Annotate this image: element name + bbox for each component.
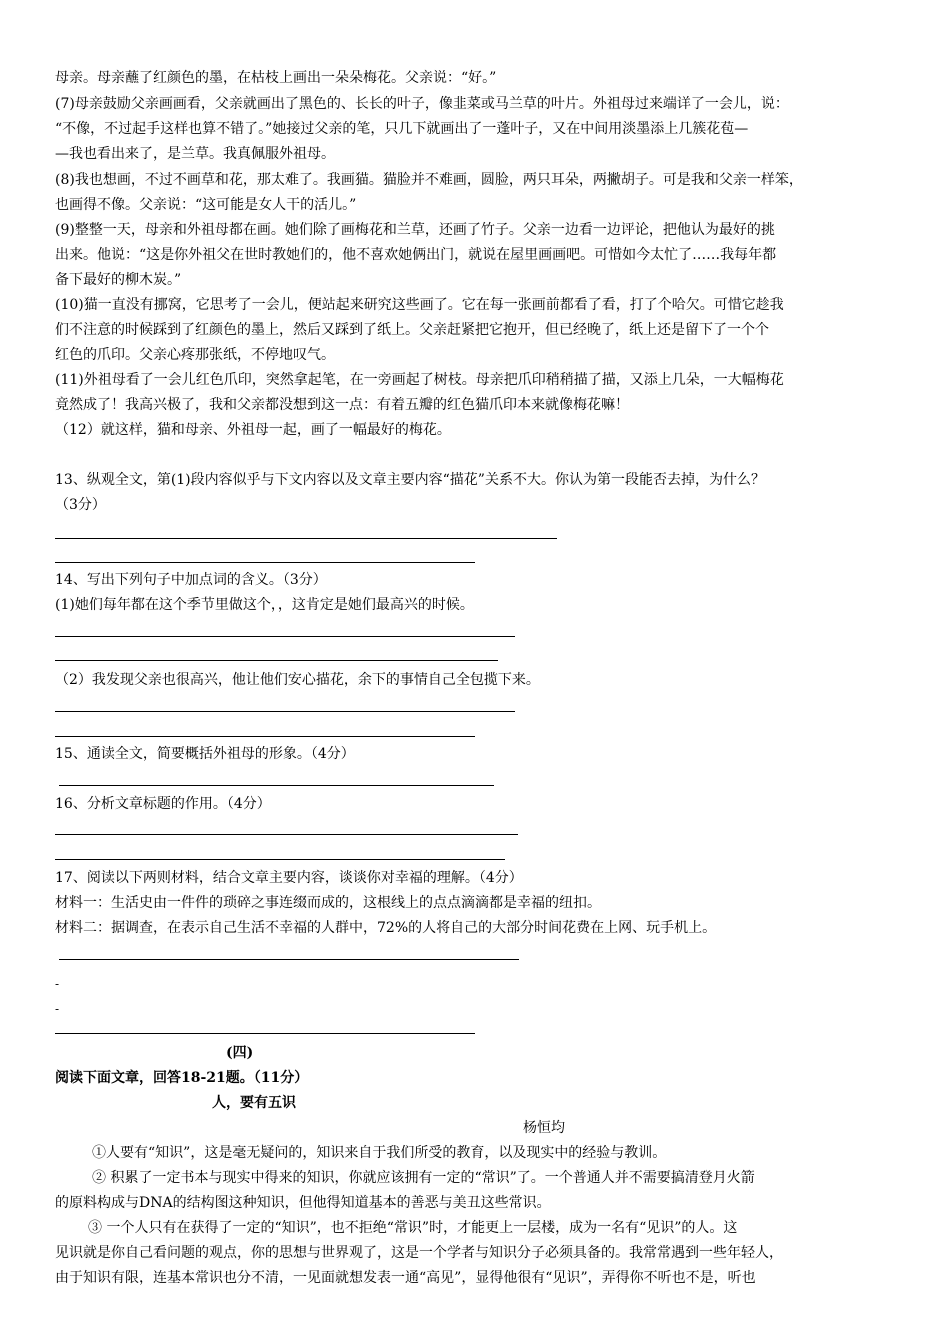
answer-line-14-1a[interactable] xyxy=(55,636,515,637)
answer-line-14-1b[interactable] xyxy=(55,660,498,661)
story-paragraph-11-line: 竟然成了！我高兴极了，我和父亲都没想到这一点：有着五瓣的红色猫爪印本来就像梅花嘛！ xyxy=(55,397,629,413)
answer-line-17a[interactable] xyxy=(59,959,519,960)
article-paragraph-3-line: 见识就是你自己看问题的观点，你的思想与世界观了，这是一个学者与知识分子必须具备的。我常常遇到一些年轻人， xyxy=(55,1245,783,1261)
question-15: 15、通读全文，简要概括外祖母的形象。（4分） xyxy=(55,746,355,762)
section-number: (四) xyxy=(226,1045,254,1061)
article-paragraph-3-line: 由于知识有限，连基本常识也分不清，一见面就想发表一通“高见”，显得他很有“见识”，弄得你不听也不是，听也 xyxy=(55,1270,756,1286)
article-author: 杨恒均 xyxy=(523,1120,565,1136)
story-paragraph-9-line: (9)整整一天，母亲和外祖母都在画。她们除了画梅花和兰草，还画了竹子。父亲一边看一边评论，把他认为最好的挑 xyxy=(55,222,775,238)
article-paragraph-2-line: 的原料构成与DNA的结构图这种知识，但他得知道基本的善恶与美丑这些常识。 xyxy=(55,1195,551,1211)
story-paragraph-6-tail: 母亲。母亲蘸了红颜色的墨，在枯枝上画出一朵朵梅花。父亲说：“好。” xyxy=(55,70,497,86)
article-title: 人，要有五识 xyxy=(212,1095,296,1111)
story-paragraph-7-line: “不像，不过起手这样也算不错了。”她接过父亲的笔，只几下就画出了一蓬叶子，又在中间用淡墨添上几簇花苞— xyxy=(55,121,749,137)
material-2: 材料二：据调查，在表示自己生活不幸福的人群中，72%的人将自己的大部分时间花费在上网、玩手机上。 xyxy=(55,920,717,936)
story-paragraph-7-line: (7)母亲鼓励父亲画画看，父亲就画出了黑色的、长长的叶子，像韭菜或马兰草的叶片。外祖母过来端详了一会儿，说： xyxy=(55,96,789,112)
answer-line-13a[interactable] xyxy=(55,538,557,539)
question-14: 14、写出下列句子中加点词的含义。（3分） xyxy=(55,572,327,588)
material-1: 材料一：生活史由一件件的琐碎之事连缀而成的，这根线上的点点滴滴都是幸福的纽扣。 xyxy=(55,895,601,911)
answer-line-13b[interactable] xyxy=(55,562,475,563)
question-14-sentence-2: （2）我发现父亲也很高兴，他让他们安心描花，余下的事情自己全包揽下来。 xyxy=(55,672,540,688)
story-paragraph-10-line: 红色的爪印。父亲心疼那张纸，不停地叹气。 xyxy=(55,347,335,363)
article-paragraph-1: ①人要有“知识”，这是毫无疑问的，知识来自于我们所受的教育，以及现实中的经验与教训。 xyxy=(92,1145,667,1161)
answer-line-17b[interactable] xyxy=(55,1033,475,1034)
section-instruction: 阅读下面文章，回答18-21题。（11分） xyxy=(55,1070,309,1086)
question-16: 16、分析文章标题的作用。（4分） xyxy=(55,796,271,812)
story-paragraph-7-line: —我也看出来了，是兰草。我真佩服外祖母。 xyxy=(55,146,335,162)
article-paragraph-2-line: ② 积累了一定书本与现实中得来的知识，你就应该拥有一定的“常识”了。一个普通人并不需要搞清登月火箭 xyxy=(92,1170,755,1186)
dash-mark: - xyxy=(55,977,60,991)
question-14-sentence-1: (1)她们每年都在这个季节里做这个，，这肯定是她们最高兴的时候。 xyxy=(55,597,474,613)
answer-line-14-2a[interactable] xyxy=(55,711,515,712)
answer-line-15[interactable] xyxy=(59,785,494,786)
story-paragraph-8-line: (8)我也想画，不过不画草和花，那太难了。我画猫。猫脸并不难画，圆脸，两只耳朵，两撇胡子。可是我和父亲一样笨， xyxy=(55,172,803,188)
answer-line-16b[interactable] xyxy=(55,859,505,860)
story-paragraph-11-line: (11)外祖母看了一会儿红色爪印，突然拿起笔，在一旁画起了树枝。母亲把爪印稍稍描了描，又添上几朵，一大幅梅花 xyxy=(55,372,784,388)
article-paragraph-3-line: ③ 一个人只有在获得了一定的“知识”，也不拒绝“常识”时，才能更上一层楼，成为一名有“见识”的人。这 xyxy=(88,1220,738,1236)
story-paragraph-12: （12）就这样，猫和母亲、外祖母一起，画了一幅最好的梅花。 xyxy=(55,422,451,438)
story-paragraph-8-line: 也画得不像。父亲说：“这可能是女人干的活儿。” xyxy=(55,197,357,213)
question-13-score: （3分） xyxy=(55,497,106,513)
answer-line-16a[interactable] xyxy=(55,834,518,835)
story-paragraph-10-line: (10)猫一直没有挪窝，它思考了一会儿，便站起来研究这些画了。它在每一张画前都看了看，打了个哈欠。可惜它趁我 xyxy=(55,297,784,313)
story-paragraph-10-line: 们不注意的时候踩到了红颜色的墨上，然后又踩到了纸上。父亲赶紧把它抱开，但已经晚了，纸上还是留下了一个个 xyxy=(55,322,769,338)
story-paragraph-9-line: 出来。他说：“这是你外祖父在世时教她们的，他不喜欢她俩出门，就说在屋里画画吧。可惜如今太忙了……我每年都 xyxy=(55,247,777,263)
story-paragraph-9-line: 备下最好的柳木炭。” xyxy=(55,272,182,288)
question-13: 13、纵观全文，第(1)段内容似乎与下文内容以及文章主要内容“描花”关系不大。你认为第一段能否去掉，为什么？ xyxy=(55,472,765,488)
answer-line-14-2b[interactable] xyxy=(55,736,475,737)
question-17: 17、阅读以下两则材料，结合文章主要内容，谈谈你对幸福的理解。（4分） xyxy=(55,870,523,886)
dash-mark: - xyxy=(55,1002,60,1016)
